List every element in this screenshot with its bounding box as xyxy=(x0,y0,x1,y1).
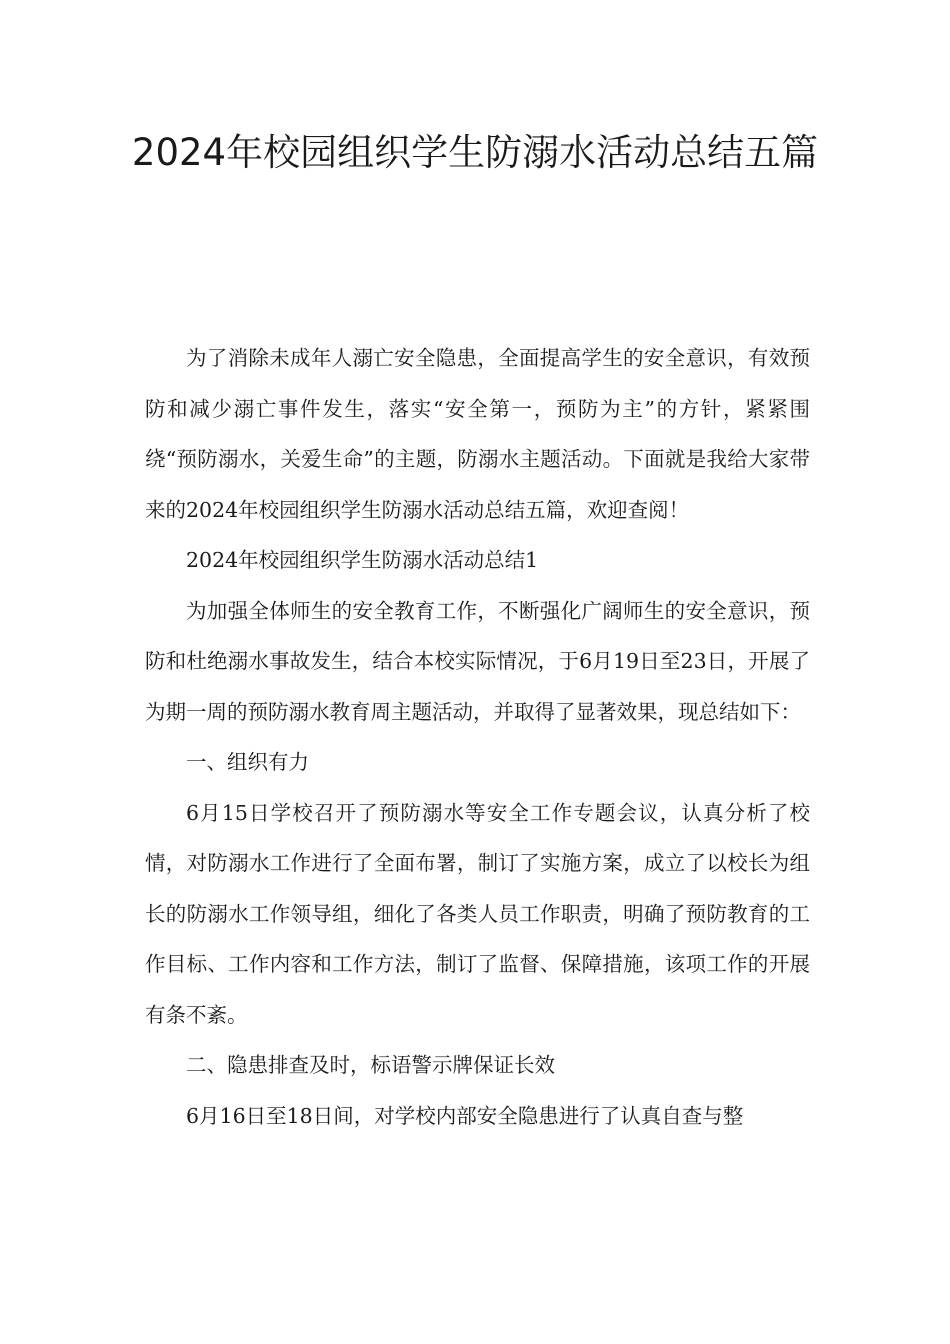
intro-paragraph: 为了消除未成年人溺亡安全隐患，全面提高学生的安全意识，有效预防和减少溺亡事件发生，落实“安全第一，预防为主”的方针，紧紧围绕“预防溺水，关爱生命”的主题，防溺水主题活动。下面就是我给大家带来的2024年校园组织学生防溺水活动总结五篇，欢迎查阅！ xyxy=(145,346,810,522)
document-body xyxy=(145,333,810,1141)
section-heading-summary-1: 2024年校园组织学生防溺水活动总结1 xyxy=(186,548,539,572)
organization-paragraph: 6月15日学校召开了预防溺水等安全工作专题会议，认真分析了校情，对防溺水工作进行了全面布署，制订了实施方案，成立了以校长为组长的防溺水工作领导组，细化了各类人员工作职责，明确了预防教育的工作目标、工作内容和工作方法，制订了监督、保障措施，该项工作的开展有条不紊。 xyxy=(145,800,810,1027)
section-heading-organization: 一、组织有力 xyxy=(186,750,309,774)
hazard-inspection-paragraph: 6月16日至18日间，对学校内部安全隐患进行了认真自查与整 xyxy=(186,1103,744,1128)
section-heading-hazard-inspection: 二、隐患排查及时，标语警示牌保证长效 xyxy=(186,1053,555,1077)
summary-1-intro-paragraph: 为加强全体师生的安全教育工作，不断强化广阔师生的安全意识，预防和杜绝溺水事故发生，结合本校实际情况，于6月19日至23日，开展了为期一周的预防溺水教育周主题活动，并取得了显著效果，现总结如下： xyxy=(145,598,810,724)
document-title: 2024年校园组织学生防溺水活动总结五篇 xyxy=(131,131,819,174)
